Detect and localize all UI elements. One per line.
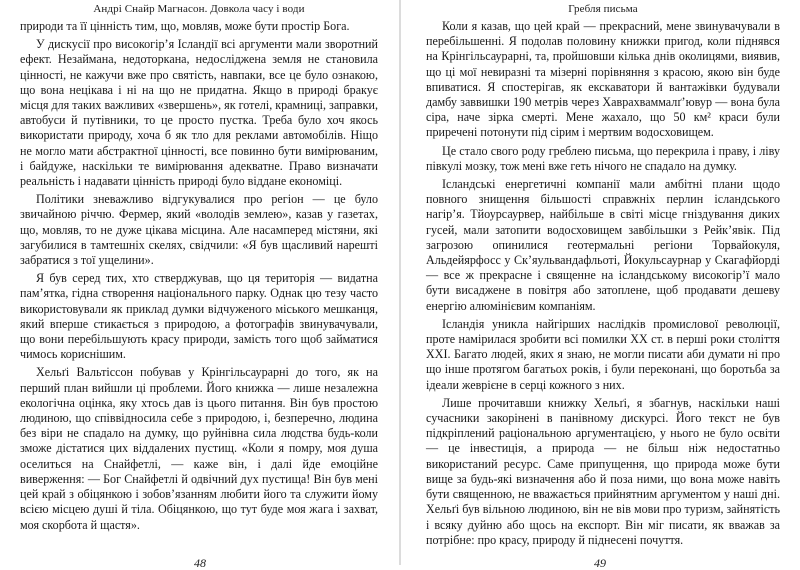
left-page-text (20, 19, 378, 533)
left-running-head: Андрі Снайр Магнасон. Довкола часу і води (93, 3, 305, 15)
paragraph: У дискусії про високогір’я Ісландії всі аргументи мали зворотний ефект. Незаймана, недоторкана, недосліджена земля не становила цінності, не кажучи вже про святість, навпаки, все це було ознакою, що вона нецікава і ні на що не придатна. Якщо в природі бракує місця для таких важливих «звершень», як готелі, крамниці, заправки, автобуси й путівники, то це просто пустка. Треба було хоч якось використати природу, хоча б як тло для реклами автомобілів. Ніщо не могло мати абстрактної цінності, все повинно бути вимірюваним, і байдуже, наскільки те вимірювання адекватне. Право визначати реальність і надавати цінність природі було віддане економіці. (20, 37, 378, 189)
paragraph: Політики зневажливо відгукувалися про регіон — це було звичайною річчю. Фермер, який «володів землею», казав у газетах, що, мовляв, то не дуже цікава місцина. Але насамперед містяни, які загубилися в тамтешніх скелях, свідчили: «Я був щасливий нарешті забратися з тої ущелини». (20, 192, 378, 268)
paragraph: Я був серед тих, хто стверджував, що ця територія — видатна пам’ятка, гідна створення національного парку. Однак цю тезу часто використовували як приклад думки відчуженого міського мешканця, який вперше стикається з природою, а фотографів звинувачували, що вони перебільшують красу природи, замість того щоб займатися чимось кориснішим. (20, 271, 378, 362)
paragraph: Лише прочитавши книжку Хельґі, я збагнув, наскільки наші сучасники закорінені в панівному дискурсі. Його текст не був підкріплений раціональною аргументацією, у нього не було освіти — це інвестиція, а природа — не більш ніж недостатньо використаний ресурс. Саме припущення, що природа може бути вище за будь-які визначення або й поза ними, що вона може навіть бути священною, не вважається прийнятним аргументом у наші дні. Хельґі був вільною людиною, він не вів мови про туризм, зайнятість і всяку дуйню або щось на експорт. Він міг писати, як вважав за потрібне: про красу, природу й піднесені почуття. (426, 395, 780, 547)
paragraph: Ісландські енергетичні компанії мали амбітні плани щодо повного знищення більшості справжніх перлин ісландського нагір’я. Тйоурсаурвер, найбільше в світі місце гніздування диких гусей, мали затопити водосховищем завбільшки з Рейк’явік. Під загрозою опинилися геотермальні регіони Торвайокуля, Альдейярфосс у Ск’яульвандафльоті, Йокульсаурнар у Скагафйорді — все ж прекрасне і священне на ісландському високогір’ї мало бути висаджене в повітря або затоплене, щоб продавати дешеву енергію алюмінієвим компаніям. (426, 177, 780, 313)
right-page-number: 49 (594, 556, 606, 570)
paragraph: Коли я казав, що цей край — прекрасний, мене звинувачували в перебільшенні. Я подолав половину книжки пригод, коли піднявся на Крінгільсаурарні, та, пройшовши кілька днів околицями, виявив, що ці мої невиразні та мізерні порівняння з красою, якою він буде впиватися. Я спостерігав, як екскаватори й вантажівки будували дамбу заввишки 190 метрів через Хаврахваммалґ’ювур — вона була сіра, наче зірка смерті. Мене жахало, що 50 км² краси були приречені потонути під сірим і мертвим водосховищем. (426, 19, 780, 140)
right-page-text (426, 19, 780, 548)
paragraph: Ісландія уникла найгірших наслідків промислової революції, проте намірилася зробити всі помилки XX ст. в перші роки століття XXI. Багато людей, яких я знаю, не могли писати аби думати ні про що інше протягом багатьох років, і були переконані, що боротьба за ідеали жеврієне в серці кожного з них. (426, 316, 780, 392)
left-page-number: 48 (194, 556, 206, 570)
right-page (400, 0, 800, 570)
paragraph: Це стало свого роду греблею письма, що перекрила і праву, і ліву півкулі мозку, тож мені вже геть нічого не спадало на думку. (426, 143, 780, 173)
paragraph: Хельґі Вальтіссон побував у Крінгільсаурарні до того, як на перший план вийшли ці проблеми. Його книжка — лише незалежна екологічна оцінка, яку хтось дав із цього питання. Він був простою людиною, що співвідносила себе з природою, і, безперечно, людина без віри не спадало на думку, що руйнівна сила людства будь-коли зможе дістатися цих віддалених пустищ. «Коли я помру, моя душа оселиться на Снайфетлі, — каже він, і далі йде емоційне виверження: — Бог Снайфетлі й одвічний дух пустища! Він був мені цей край з обіцянкою і зобов’язанням любити його та служити йому всією місцею душі й тіла. Обіцянкою, що тут буде моя жага і захват, моя скорбота й щастя». (20, 365, 378, 532)
paragraph: природи та її цінність тим, що, мовляв, може бути простір Бога. (20, 19, 350, 33)
right-running-head: Гребля письма (568, 3, 638, 15)
